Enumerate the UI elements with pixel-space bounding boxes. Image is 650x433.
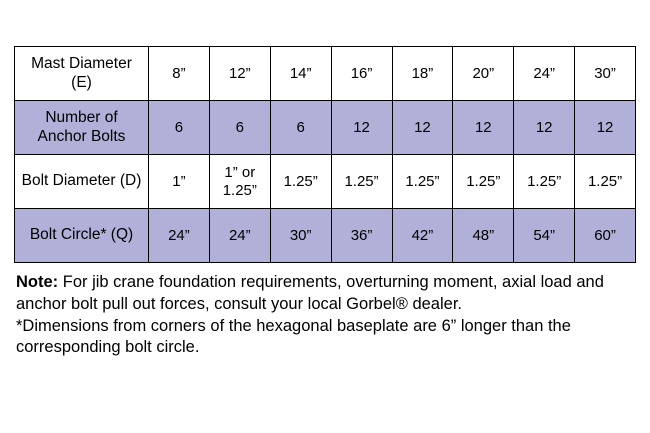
cell-bolt-diameter-5: 1.25” <box>392 155 453 209</box>
cell-bolt-circle-4: 36” <box>331 209 392 263</box>
cell-bolt-circle-1: 24” <box>149 209 210 263</box>
row-label-bolt-circle: Bolt Circle* (Q) <box>15 209 149 263</box>
cell-anchor-bolts-7: 12 <box>514 101 575 155</box>
cell-mast-diameter-1: 8” <box>149 47 210 101</box>
row-label-number-of-anchor-bolts: Number of Anchor Bolts <box>15 101 149 155</box>
cell-mast-diameter-4: 16” <box>331 47 392 101</box>
cell-mast-diameter-5: 18” <box>392 47 453 101</box>
cell-bolt-diameter-2: 1” or 1.25” <box>209 155 270 209</box>
table-row <box>15 101 636 155</box>
cell-anchor-bolts-6: 12 <box>453 101 514 155</box>
cell-bolt-circle-6: 48” <box>453 209 514 263</box>
cell-bolt-diameter-3: 1.25” <box>270 155 331 209</box>
cell-anchor-bolts-5: 12 <box>392 101 453 155</box>
cell-mast-diameter-7: 24” <box>514 47 575 101</box>
cell-bolt-diameter-1: 1” <box>149 155 210 209</box>
anchor-bolt-spec-table <box>14 46 636 263</box>
table-row <box>15 47 636 101</box>
cell-bolt-circle-7: 54” <box>514 209 575 263</box>
cell-anchor-bolts-1: 6 <box>149 101 210 155</box>
dimensions-note: *Dimensions from corners of the hexagonal baseplate are 6” longer than the corresponding bolt circle. <box>16 316 571 357</box>
cell-mast-diameter-2: 12” <box>209 47 270 101</box>
cell-bolt-diameter-7: 1.25” <box>514 155 575 209</box>
table-row <box>15 209 636 263</box>
cell-bolt-diameter-6: 1.25” <box>453 155 514 209</box>
cell-anchor-bolts-2: 6 <box>209 101 270 155</box>
table-row <box>15 155 636 209</box>
cell-anchor-bolts-8: 12 <box>575 101 636 155</box>
notes-section <box>14 272 636 359</box>
cell-bolt-diameter-4: 1.25” <box>331 155 392 209</box>
row-label-mast-diameter: Mast Diameter (E) <box>15 47 149 101</box>
cell-anchor-bolts-3: 6 <box>270 101 331 155</box>
cell-bolt-circle-8: 60” <box>575 209 636 263</box>
cell-mast-diameter-8: 30” <box>575 47 636 101</box>
cell-bolt-circle-3: 30” <box>270 209 331 263</box>
cell-bolt-circle-5: 42” <box>392 209 453 263</box>
note-text: For jib crane foundation requirements, overturning moment, axial load and anchor bolt pull out forces, consult your local Gorbel® dealer. <box>16 273 604 313</box>
row-label-bolt-diameter: Bolt Diameter (D) <box>15 155 149 209</box>
cell-bolt-circle-2: 24” <box>209 209 270 263</box>
note-label: Note: <box>16 273 59 291</box>
cell-bolt-diameter-8: 1.25” <box>575 155 636 209</box>
foundation-note <box>16 272 634 316</box>
cell-mast-diameter-3: 14” <box>270 47 331 101</box>
cell-anchor-bolts-4: 12 <box>331 101 392 155</box>
cell-mast-diameter-6: 20” <box>453 47 514 101</box>
